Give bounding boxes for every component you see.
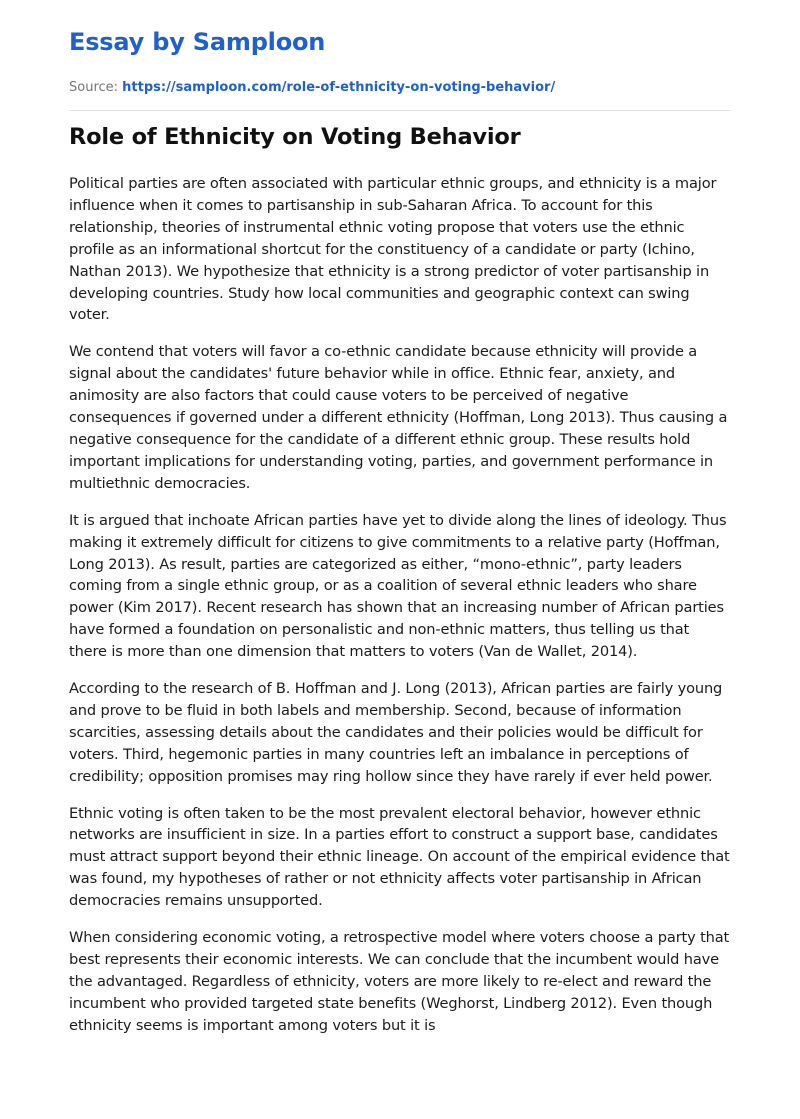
source-link[interactable]: https://samploon.com/role-of-ethnicity-on-voting-behavior/ [122, 80, 556, 95]
essay-paragraph-6: When considering economic voting, a retrospective model where voters choose a party that best represents their economic interests. We can conclude that the incumbent would have the advantaged. Regardless of ethnicity, voters are more likely to re-elect and reward the incumbent who provided targeted state benefits (Weghorst, Lindberg 2012). Even though ethnicity seems is important among voters but it is [69, 929, 730, 1034]
essay-body [69, 173, 731, 1052]
essay-paragraph-4: According to the research of B. Hoffman and J. Long (2013), African parties are fairly young and prove to be fluid in both labels and membership. Second, because of information scarcities, assessing details about the candidates and their policies would be difficult for voters. Third, hegemonic parties in many countries left an imbalance in perceptions of credibility; opposition promises may ring hollow since they have rarely if ever held power. [69, 680, 723, 785]
source-label: Source: [69, 80, 119, 95]
essay-paragraph-3: It is argued that inchoate African parties have yet to divide along the lines of ideology. Thus making it extremely difficult for citizens to give commitments to a relative party (Hoffman, Long 2013). As result, parties are categorized as either, “mono-ethnic”, party leaders coming from a single ethnic group, or as a coalition of several ethnic leaders who share power (Kim 2017). Recent research has shown that an increasing number of African parties have formed a foundation on personalistic and non-ethnic matters, thus telling us that there is more than one dimension that matters to voters (Van de Wallet, 2014). [69, 511, 727, 661]
source-line [69, 80, 555, 95]
essay-paragraph-5: Ethnic voting is often taken to be the most prevalent electoral behavior, however ethnic networks are insufficient in size. In a parties effort to construct a support base, candidates must attract support beyond their ethnic lineage. On account of the empirical evidence that was found, my hypotheses of rather or not ethnicity affects voter partisanship in African democracies remains unsupported. [69, 804, 730, 910]
essay-paragraph-2: We contend that voters will favor a co-ethnic candidate because ethnicity will provide a signal about the candidates' future behavior while in office. Ethnic fear, anxiety, and animosity are also factors that could cause voters to be perceived of negative consequences if governed under a different ethnicity (Hoffman, Long 2013). Thus causing a negative consequence for the candidate of a different ethnic group. These results hold important implications for understanding voting, parties, and government performance in multiethnic democracies. [69, 343, 728, 492]
essay-paragraph-1: Political parties are often associated with particular ethnic groups, and ethnicity is a major influence when it comes to partisanship in sub-Saharan Africa. To account for this relationship, theories of instrumental ethnic voting propose that voters use the ethnic profile as an informational shortcut for the constituency of a candidate or party (Ichino, Nathan 2013). We hypothesize that ethnicity is a strong predictor of voter partisanship in developing countries. Study how local communities and geographic context can swing voter. [69, 175, 717, 324]
site-brand[interactable]: Essay by Samploon [69, 28, 326, 56]
essay-title: Role of Ethnicity on Voting Behavior [69, 124, 521, 150]
header-divider [69, 110, 731, 111]
